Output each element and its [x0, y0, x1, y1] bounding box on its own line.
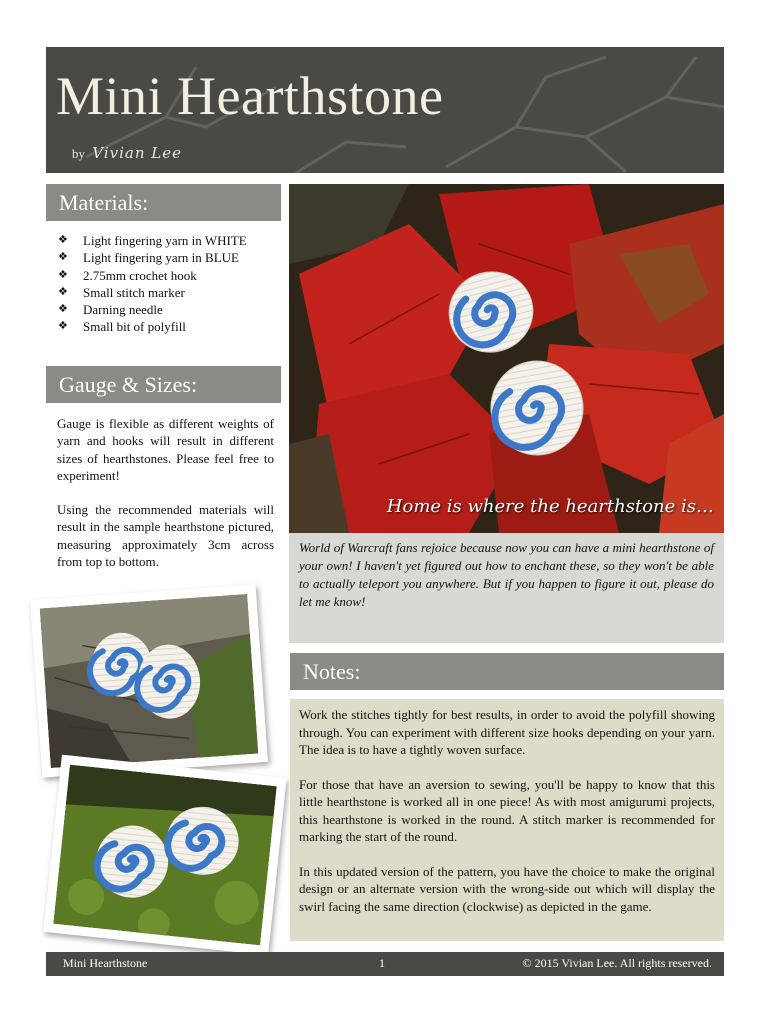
by-label: by [72, 146, 85, 161]
footer [46, 952, 724, 976]
gauge-text [57, 415, 274, 587]
notes-box [290, 699, 724, 941]
materials-list [58, 232, 247, 336]
intro-box [289, 533, 724, 643]
leaves-hearthstones-image [289, 184, 724, 533]
intro-text: World of Warcraft fans rejoice because now you can have a mini hearthstone of your own! I haven't yet figured out how to enchant these, so they won't be able to actually teleport you anywhere. But if you happen to figure it out, please do let me know! [299, 540, 714, 609]
notes-paragraph-3: In this updated version of the pattern, you have the choice to make the original design or an alternate version with the wrong-side out which will display the swirl facing the same direction (clockwise) as depicted in the game. [299, 863, 715, 914]
diamond-bullet-icon: ❖ [58, 285, 68, 298]
gauge-heading: Gauge & Sizes: [46, 366, 281, 403]
author-name: Vivian Lee [92, 144, 182, 162]
notes-paragraph-2: For those that have an aversion to sewing, you'll be happy to know that this little hearthstone is worked all in one piece! As with most amigurumi projects, this hearthstone is worked in the round. A stitch marker is recommended for marking the start of the round. [299, 776, 715, 844]
page-title: Mini Hearthstone [56, 66, 444, 126]
gauge-paragraph-1: Gauge is flexible as different weights of yarn and hooks will result in different sizes of hearthstones. Please feel free to experiment! [57, 416, 274, 483]
notes-heading: Notes: [290, 653, 724, 690]
hero-photo [289, 184, 724, 533]
header-banner [46, 47, 724, 173]
diamond-bullet-icon: ❖ [58, 320, 68, 333]
page-number: 1 [379, 956, 385, 970]
list-item: ❖ Small bit of polyfill [58, 319, 186, 335]
footer-title: Mini Hearthstone [63, 956, 148, 970]
diamond-bullet-icon: ❖ [58, 251, 68, 264]
diamond-bullet-icon: ❖ [58, 234, 68, 246]
byline [72, 144, 182, 162]
hero-caption: Home is where the hearthstone is… [386, 496, 714, 517]
photo-on-moss [43, 755, 286, 956]
list-item: ❖ Light fingering yarn in WHITE [58, 233, 247, 248]
photo-on-moss-image [53, 765, 277, 946]
list-item: ❖ Light fingering yarn in BLUE [58, 250, 239, 266]
diamond-bullet-icon: ❖ [58, 303, 68, 316]
photo-on-log-image [40, 594, 259, 768]
list-item: ❖ 2.75mm crochet hook [58, 267, 197, 283]
materials-heading: Materials: [46, 184, 281, 221]
gauge-paragraph-2: Using the recommended materials will result in the sample hearthstone pictured, measuring approximately 3cm across from top to bottom. [57, 502, 274, 570]
diamond-bullet-icon: ❖ [58, 268, 68, 281]
notes-paragraph-1: Work the stitches tightly for best results, in order to avoid the polyfill showing through. You can experiment with different size hooks depending on your yarn. The idea is to have a tightly woven surface. [299, 707, 715, 757]
copyright: © 2015 Vivian Lee. All rights reserved. [522, 956, 712, 970]
list-item: ❖ Small stitch marker [58, 284, 185, 300]
list-item: ❖ Darning needle [58, 302, 163, 318]
photo-on-log [30, 584, 268, 777]
